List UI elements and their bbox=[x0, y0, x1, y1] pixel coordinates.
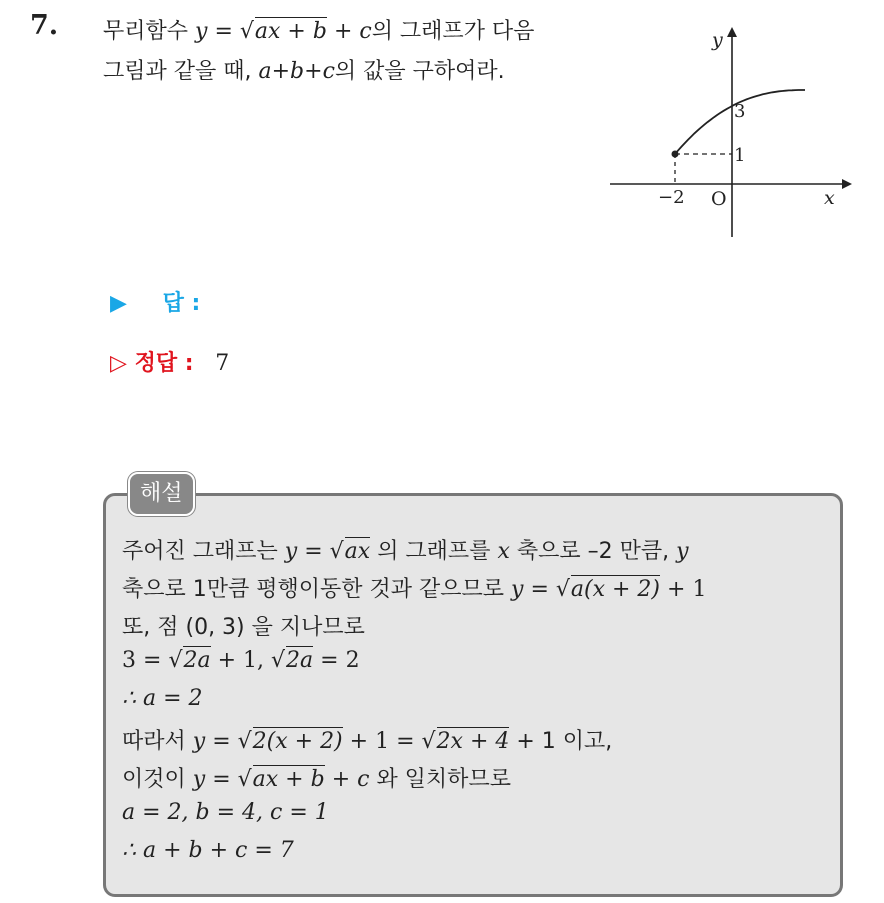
x-axis-label: x bbox=[824, 187, 835, 209]
correct-answer-label: 정답 : bbox=[134, 351, 194, 376]
explanation-line-6: 따라서 y = √2(x + 2) + 1 = √2x + 4 + 1 이고, bbox=[122, 729, 613, 754]
function-graph bbox=[600, 22, 860, 242]
question-line-2: 그림과 같을 때, a+b+c의 값을 구하여라. bbox=[103, 59, 505, 84]
explanation-line-5: ∴ a = 2 bbox=[122, 686, 203, 711]
question-number: 7. bbox=[30, 10, 59, 41]
correct-answer-row bbox=[110, 346, 229, 377]
question-text bbox=[103, 12, 534, 92]
tick-label-1: 1 bbox=[734, 145, 746, 166]
explanation-line-7: 이것이 y = √ax + b + c 와 일치하므로 bbox=[122, 767, 511, 792]
answer-row bbox=[110, 286, 200, 317]
explanation-line-3: 또, 점 (0, 3) 을 지나므로 bbox=[122, 615, 365, 640]
start-point bbox=[672, 151, 679, 158]
y-axis-label: y bbox=[712, 29, 723, 51]
explanation-line-8: a = 2, b = 4, c = 1 bbox=[122, 800, 329, 825]
outline-play-marker-icon: ▷ bbox=[110, 351, 127, 376]
radicand: ax + b bbox=[254, 19, 327, 44]
explanation-line-2: 축으로 1만큼 평행이동한 것과 같으므로 y = √a(x + 2) + 1 bbox=[122, 577, 707, 602]
explanation-line-4: 3 = √2a + 1, √2a = 2 bbox=[122, 648, 360, 673]
tick-label-neg2: −2 bbox=[658, 187, 685, 208]
explanation-tag: 해설 bbox=[128, 472, 195, 516]
origin-label: O bbox=[711, 188, 727, 210]
sqrt-symbol: √ bbox=[239, 19, 254, 44]
correct-answer-value: 7 bbox=[215, 351, 230, 376]
answer-label: 답 : bbox=[162, 291, 201, 316]
question-line-1: 무리함수 y = √ax + b + c의 그래프가 다음 bbox=[103, 19, 535, 44]
explanation-line-9: ∴ a + b + c = 7 bbox=[122, 838, 294, 863]
y-axis-arrow bbox=[727, 27, 737, 37]
equation-lhs: y = bbox=[195, 19, 233, 44]
explanation-line-1: 주어진 그래프는 y = √ax 의 그래프를 x 축으로 –2 만큼, y bbox=[122, 539, 689, 564]
play-marker-icon: ▶ bbox=[110, 291, 127, 316]
tick-label-3: 3 bbox=[734, 101, 746, 122]
x-axis-arrow bbox=[842, 179, 852, 189]
